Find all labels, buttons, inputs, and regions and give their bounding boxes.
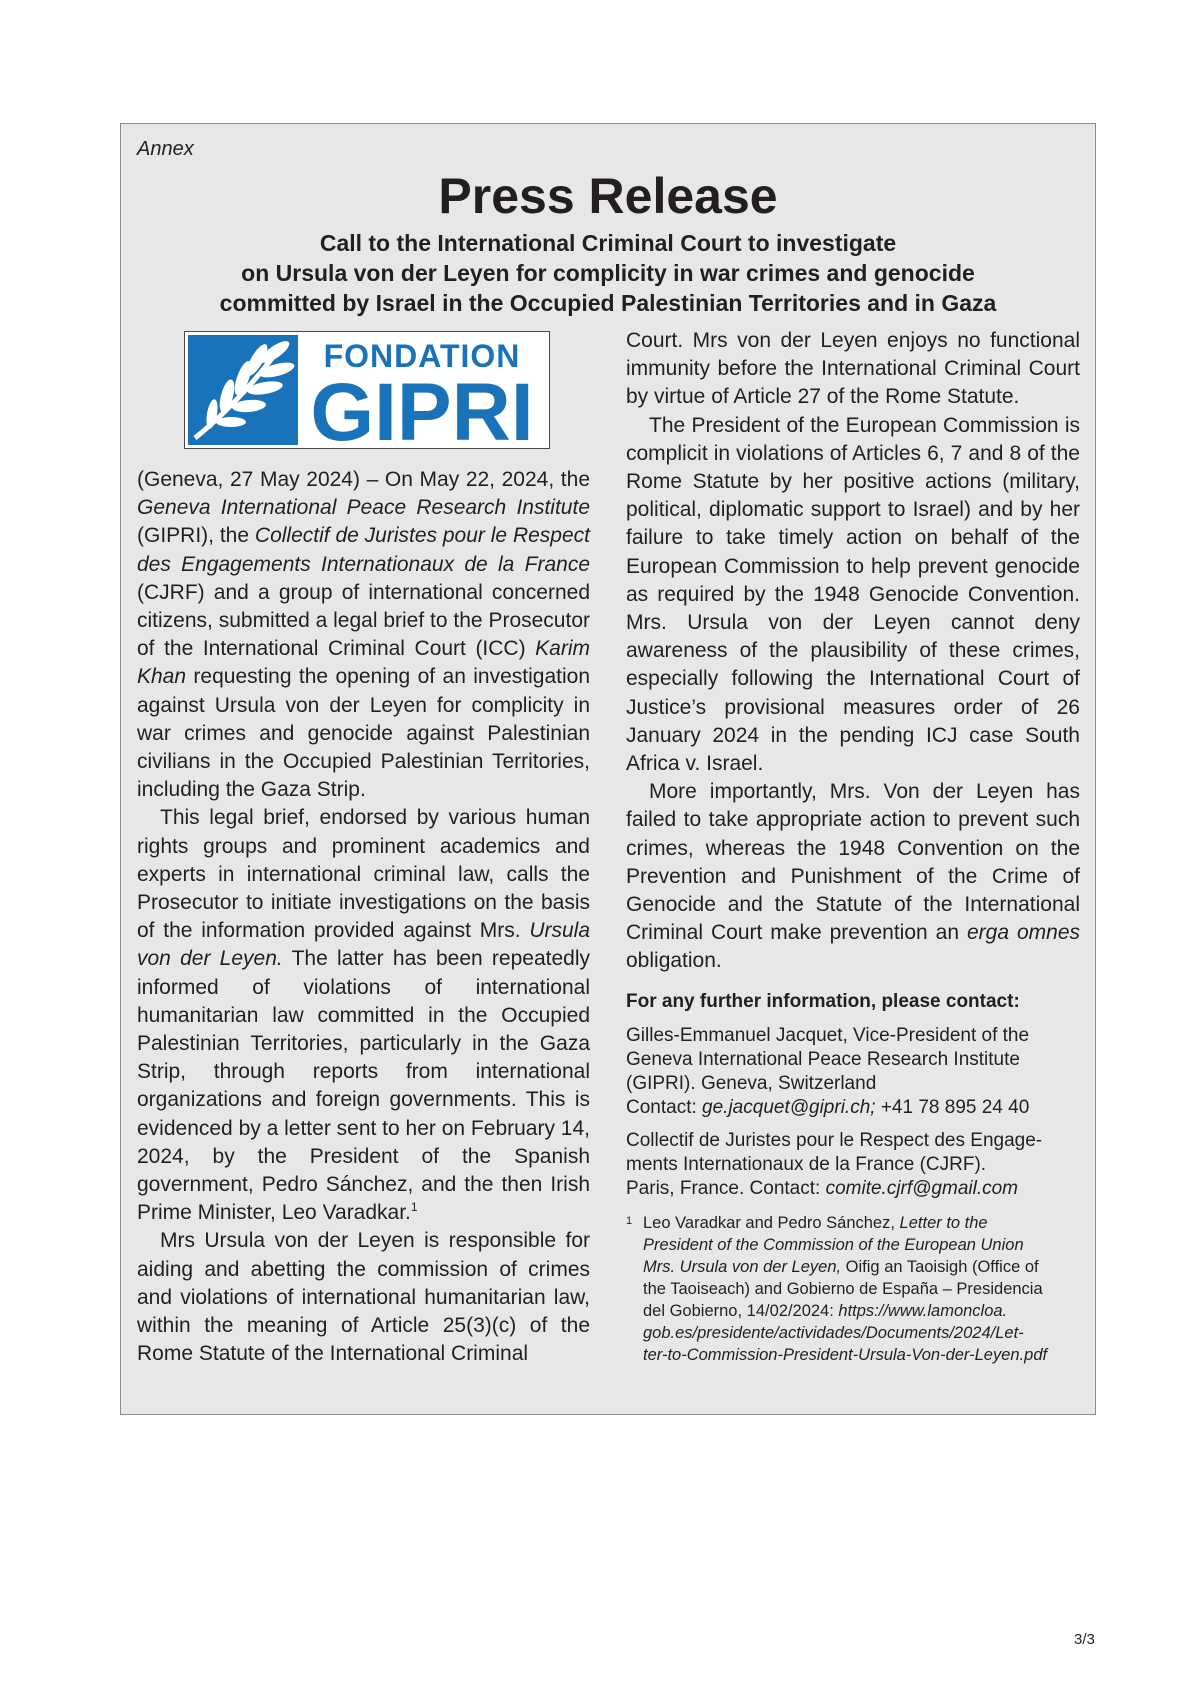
text-run: obligation. xyxy=(626,949,722,973)
subtitle-line: Call to the International Criminal Court to investigate xyxy=(319,230,897,256)
footnote-line xyxy=(643,1344,1080,1366)
contact-label: Paris, France. Contact: xyxy=(626,1177,826,1199)
left-column xyxy=(137,466,590,1369)
contact-line xyxy=(626,1177,1080,1201)
text-run: (Geneva, 27 May 2024) – On May 22, 2024, the xyxy=(137,468,590,491)
contact-gipri xyxy=(626,1024,1080,1120)
footnote-url[interactable]: gob.es/presidente/actividades/Documents/2024/Let- xyxy=(643,1323,1024,1342)
contact-line: Geneva International Peace Research Institute xyxy=(626,1048,1020,1070)
press-release-box xyxy=(120,123,1096,1415)
contact-line: (GIPRI). Geneva, Switzerland xyxy=(626,1072,877,1094)
contact-line: Collectif de Juristes pour le Respect des Engage- xyxy=(626,1129,1043,1151)
text-run: More importantly, Mrs. Von der Leyen has failed to take appropriate action to prevent such crimes, whereas the 1948 Convention on the Prevention and Punishment of the Crime of Genocide and the Statute of the International Criminal Court make prevention an xyxy=(626,780,1080,945)
cjrf-name: Collectif de Juristes pour le Respect des Engagements Internationaux de la France xyxy=(137,524,590,576)
subtitle xyxy=(121,228,1095,318)
footnote-line xyxy=(643,1256,1080,1278)
latin-term: erga omnes xyxy=(966,921,1080,945)
text-run: Leo Varadkar and Pedro Sánchez, xyxy=(643,1213,900,1232)
paragraph xyxy=(137,466,590,804)
footnote-line xyxy=(643,1300,1080,1322)
letter-title: President of the Commission of the European Union xyxy=(643,1235,1024,1254)
right-column xyxy=(626,327,1080,1366)
contact-line: ments Internationaux de la France (CJRF). xyxy=(626,1153,987,1175)
text-run: (CJRF) and a group of international concerned citizens, submitted a legal brief to the Prosecutor of the International Criminal Court (ICC) xyxy=(137,580,590,661)
contact-line xyxy=(626,1096,1080,1120)
subtitle-line: on Ursula von der Leyen for complicity in war crimes and genocide xyxy=(241,260,975,286)
phone-number: +41 78 895 24 40 xyxy=(875,1096,1030,1118)
paragraph xyxy=(137,804,590,1227)
email-link[interactable]: ge.jacquet@gipri.ch; xyxy=(702,1096,876,1118)
text-run: del Gobierno, 14/02/2024: xyxy=(643,1301,839,1320)
text-run: This legal brief, endorsed by various human rights groups and prominent academics and experts in international criminal law, calls the Prosecutor to initiate investigations on the basis of the information provided against Mrs. xyxy=(137,806,590,943)
footnote-url[interactable]: ter-to-Commission-President-Ursula-Von-der-Leyen.pdf xyxy=(643,1345,1048,1364)
footnote-line xyxy=(643,1212,1080,1234)
page-title: Press Release xyxy=(438,168,778,224)
footnote-line: the Taoiseach) and Gobierno de España – Presidencia xyxy=(643,1279,1043,1298)
letter-title: Letter to the xyxy=(899,1213,988,1232)
page-number: 3/3 xyxy=(1074,1631,1095,1648)
contact-cjrf xyxy=(626,1129,1080,1201)
annex-label: Annex xyxy=(137,138,194,160)
subtitle-line: committed by Israel in the Occupied Palestinian Territories and in Gaza xyxy=(219,290,997,316)
prosecutor-name: Karim Khan xyxy=(137,637,590,689)
logo-main-text: GIPRI xyxy=(310,367,534,448)
footnote-line xyxy=(643,1234,1080,1256)
logo-top-text: FONDATION xyxy=(323,338,521,374)
footnote xyxy=(626,1212,1080,1366)
paragraph: Mrs Ursula von der Leyen is responsible for aiding and abetting the commission of crimes and violations of international humanitarian law, within the meaning of Article 25(3)(c) of the Rome Statute of the International Criminal xyxy=(137,1229,590,1366)
text-run: The latter has been repeatedly informed of violations of international humanitarian law committed in the Occupied Palestinian Territories, particularly in the Gaza Strip, through reports from international organizations and foreign governments. This is evidenced by a letter sent to her on February 14, 2024, by the President of the Spanish government, Pedro Sánchez, and the then Irish Prime Minister, Leo Varadkar. xyxy=(137,947,590,1225)
footnote-ref[interactable]: 1 xyxy=(410,1200,418,1215)
footnote-mark: 1 xyxy=(626,1214,633,1227)
contact-heading: For any further information, please contact: xyxy=(626,990,1020,1012)
paragraph: The President of the European Commission is complicit in violations of Articles 6, 7 and 8 of the Rome Statute by her positive actions (military, political, diplomatic support to Israel) and by her failure to take timely action on behalf of the European Commission to help prevent genocide as required by the 1948 Genocide Convention. Mrs. Ursula von der Leyen cannot deny awareness of the plausibility of these crimes, especially following the International Court of Justice’s provisional measures order of 26 January 2024 in the pending ICJ case South Africa v. Israel. xyxy=(626,413,1080,776)
email-link[interactable]: comite.cjrf@gmail.com xyxy=(825,1177,1019,1199)
footnote-url[interactable]: https://www.lamoncloa. xyxy=(838,1301,1008,1320)
person-name: Ursula von der Leyen. xyxy=(137,919,590,971)
text-run: Oifig an Taoisigh (Office of xyxy=(841,1257,1039,1276)
gipri-logo-graphic xyxy=(185,332,549,448)
paragraph xyxy=(626,778,1080,975)
letter-title: Mrs. Ursula von der Leyen, xyxy=(643,1257,842,1276)
gipri-logo xyxy=(184,331,550,449)
institute-name: Geneva International Peace Research Institute xyxy=(137,496,590,520)
footnote-line xyxy=(643,1322,1080,1344)
text-run: (GIPRI), the xyxy=(137,524,255,548)
text-run: requesting the opening of an investigation against Ursula von der Leyen for complicity in war crimes and genocide against Palestinian civilians in the Occupied Palestinian Territories, including the Gaza Strip. xyxy=(137,665,590,802)
contact-label: Contact: xyxy=(626,1096,703,1118)
paragraph: Court. Mrs von der Leyen enjoys no functional immunity before the International Criminal Court by virtue of Article 27 of the Rome Statute. xyxy=(626,329,1080,409)
contact-line: Gilles-Emmanuel Jacquet, Vice-President of the xyxy=(626,1024,1030,1046)
